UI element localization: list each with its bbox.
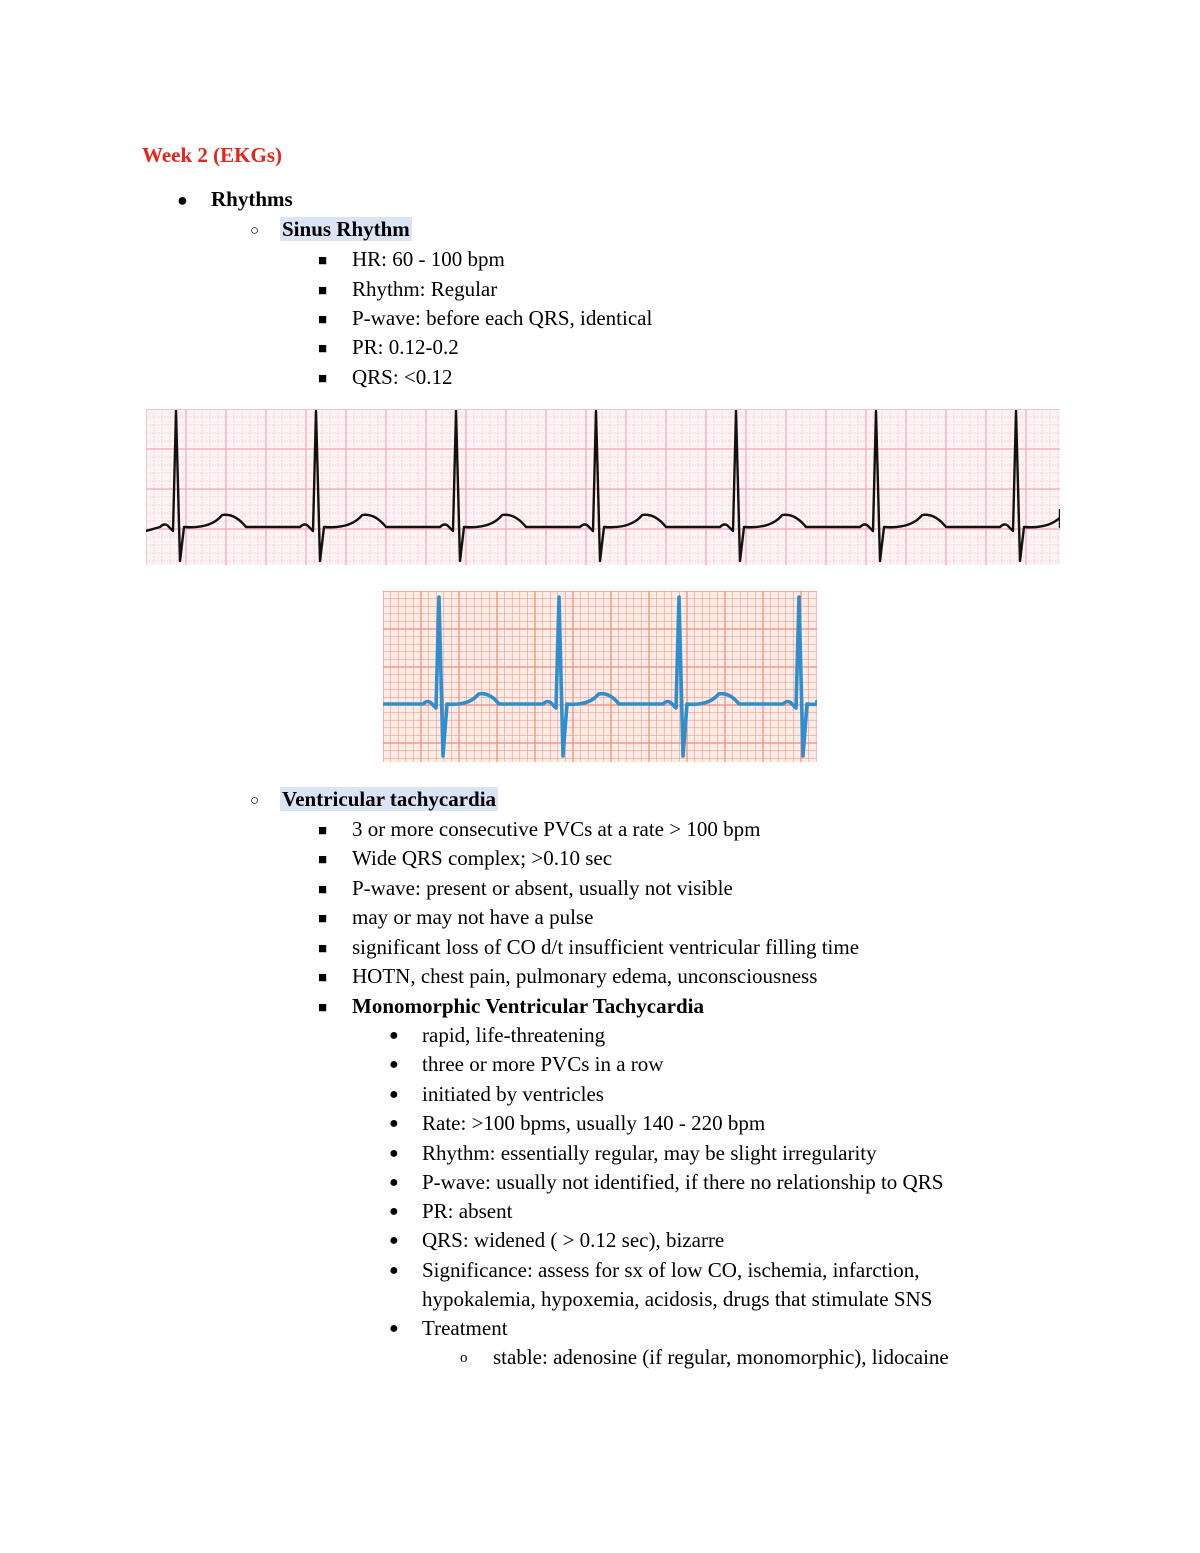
list-item: Wide QRS complex; >0.10 sec: [352, 846, 613, 870]
bullet-dot-icon: ●: [389, 1262, 399, 1279]
bullet-circle-icon: ○: [250, 223, 260, 239]
sinus-rhythm-label: Sinus Rhythm: [282, 217, 410, 241]
list-item: PR: absent: [422, 1199, 513, 1223]
list-item: QRS: widened ( > 0.12 sec), bizarre: [422, 1228, 725, 1252]
bullet-dot-icon: ●: [389, 1232, 399, 1249]
rhythms-heading: Rhythms: [211, 187, 293, 211]
mono-vtach-heading: Monomorphic Ventricular Tachycardia: [352, 994, 704, 1018]
list-item: Rhythm: essentially regular, may be slight irregularity: [422, 1141, 877, 1165]
ekg-strip-sinus-rhythm-blue: [383, 591, 817, 762]
list-item: P-wave: present or absent, usually not visible: [352, 876, 733, 900]
list-item: P-wave: usually not identified, if there no relationship to QRS: [422, 1170, 944, 1194]
list-item: PR: 0.12-0.2: [352, 335, 459, 359]
bullet-square-icon: ■: [318, 312, 328, 328]
page-title: Week 2 (EKGs): [142, 143, 282, 167]
bullet-circle-icon: ○: [250, 793, 260, 809]
vtach-heading: [280, 787, 498, 811]
list-item: QRS: <0.12: [352, 365, 453, 389]
bullet-square-icon: ■: [318, 283, 328, 299]
bullet-dot-icon: ●: [389, 1203, 399, 1220]
bullet-dot-icon: ●: [177, 190, 188, 210]
list-item: P-wave: before each QRS, identical: [352, 306, 653, 330]
bullet-square-icon: ■: [318, 941, 328, 957]
significance-line-1: Significance: assess for sx of low CO, ischemia, infarction,: [422, 1258, 920, 1282]
list-item: initiated by ventricles: [422, 1082, 604, 1106]
list-item: HOTN, chest pain, pulmonary edema, unconsciousness: [352, 964, 818, 988]
bullet-square-icon: ■: [318, 371, 328, 387]
bullet-circle-icon: o: [460, 1350, 468, 1366]
bullet-square-icon: ■: [318, 882, 328, 898]
list-item: rapid, life-threatening: [422, 1023, 606, 1047]
treatment-heading: Treatment: [422, 1316, 508, 1340]
list-item: Rate: >100 bpms, usually 140 - 220 bpm: [422, 1111, 766, 1135]
bullet-square-icon: ■: [318, 911, 328, 927]
bullet-square-icon: ■: [318, 852, 328, 868]
sinus-rhythm-heading: [280, 217, 412, 241]
list-item: 3 or more consecutive PVCs at a rate > 100 bpm: [352, 817, 761, 841]
list-item: HR: 60 - 100 bpm: [352, 247, 505, 271]
bullet-dot-icon: ●: [389, 1086, 399, 1103]
bullet-square-icon: ■: [318, 823, 328, 839]
bullet-square-icon: ■: [318, 341, 328, 357]
ekg-paper: [383, 591, 817, 762]
list-item: three or more PVCs in a row: [422, 1052, 664, 1076]
bullet-dot-icon: ●: [389, 1174, 399, 1191]
bullet-dot-icon: ●: [389, 1145, 399, 1162]
bullet-square-icon: ■: [318, 970, 328, 986]
bullet-dot-icon: ●: [389, 1115, 399, 1132]
list-item: Rhythm: Regular: [352, 277, 498, 301]
ekg-strip-sinus-rhythm: [146, 409, 1060, 565]
list-item: may or may not have a pulse: [352, 905, 594, 929]
list-item: stable: adenosine (if regular, monomorphic), lidocaine: [493, 1345, 949, 1369]
bullet-square-icon: ■: [318, 1000, 328, 1016]
bullet-dot-icon: ●: [389, 1320, 399, 1337]
bullet-square-icon: ■: [318, 253, 328, 269]
significance-line-2: hypokalemia, hypoxemia, acidosis, drugs that stimulate SNS: [422, 1287, 933, 1311]
list-item: significant loss of CO d/t insufficient ventricular filling time: [352, 935, 860, 959]
bullet-dot-icon: ●: [389, 1027, 399, 1044]
bullet-dot-icon: ●: [389, 1056, 399, 1073]
vtach-label: Ventricular tachycardia: [282, 787, 497, 811]
